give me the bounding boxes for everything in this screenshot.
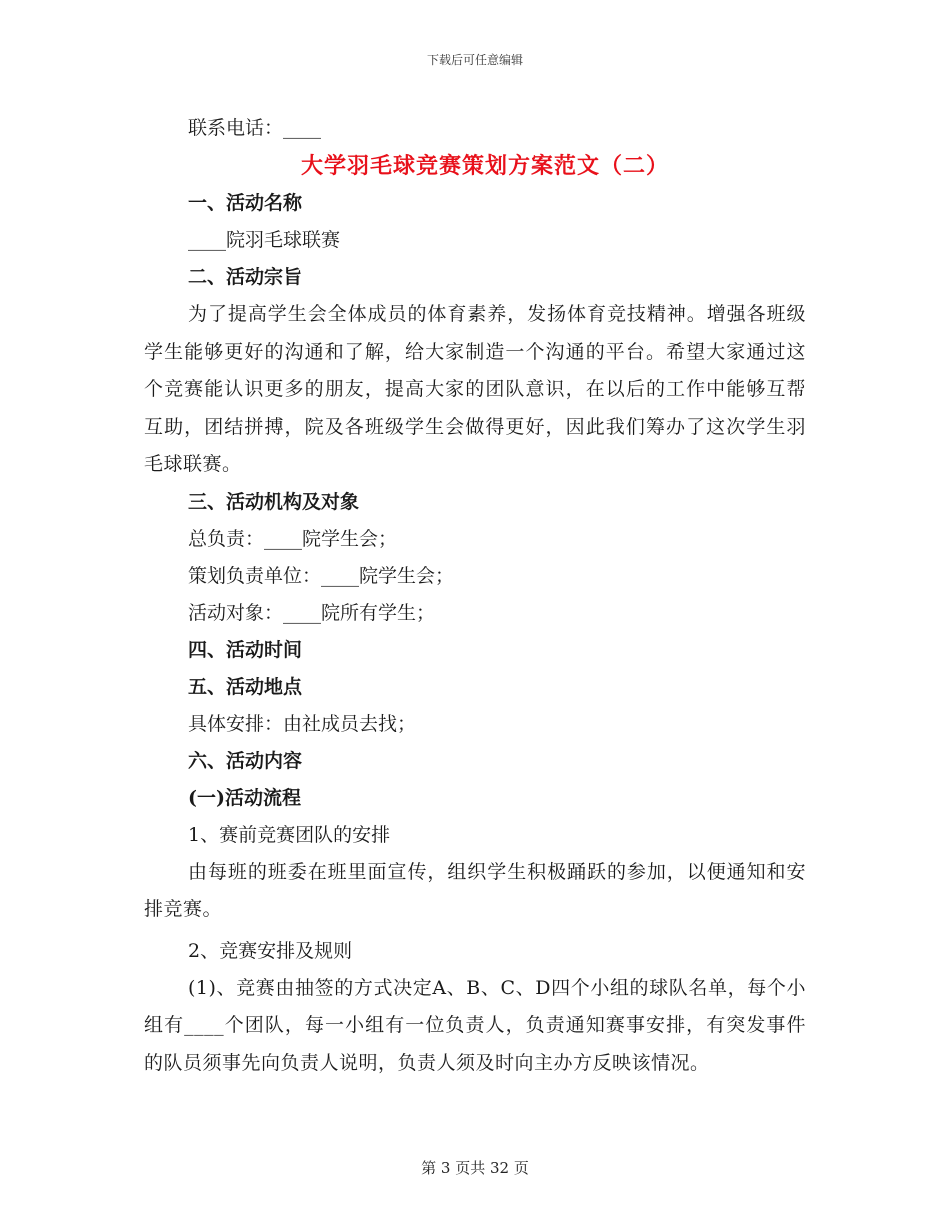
section-heading-time: 四、活动时间 [188,638,303,661]
process-item-1: 1、赛前竞赛团队的安排 [188,823,391,846]
process-item-2: 2、竞赛安排及规则 [188,939,353,962]
org-planning-unit: 策划负责单位：____院学生会； [188,564,455,587]
section-heading-organization: 三、活动机构及对象 [188,490,360,513]
contact-line [144,110,806,147]
contact-label: 联系电话： [188,117,284,139]
rule-1-paragraph: (1)、竞赛由抽签的方式决定A、B、C、D四个小组的球队名单，每个小组有____个团队，每一小组有一位负责人，负责通知赛事安排，有突发事件的队员须事先向负责人说明，负责人须及时向主办方反映该情况。 [144,976,806,1074]
section-heading-location: 五、活动地点 [188,675,303,698]
subsection-heading-process: (一)活动流程 [188,786,301,809]
activity-name: ____院羽毛球联赛 [188,229,341,251]
document-body [144,110,806,1082]
page-footer: 第 3 页共 32 页 [421,1159,529,1177]
process-item-1-paragraph: 由每班的班委在班里面宣传，组织学生积极踊跃的参加，以便通知和安排竞赛。 [144,860,806,920]
section-heading-purpose: 二、活动宗旨 [188,266,303,288]
section-heading-content: 六、活动内容 [188,749,303,772]
contact-blank: ____ [283,117,322,139]
location-arrangement: 具体安排：由社成员去找； [188,712,417,735]
purpose-paragraph: 为了提高学生会全体成员的体育素养，发扬体育竞技精神。增强各班级学生能够更好的沟通和了解，给大家制造一个沟通的平台。希望大家通过这个竞赛能认识更多的朋友，提高大家的团队意识，在以后的工作中能够互帮互助，团结拼搏，院及各班级学生会做得更好，因此我们筹办了这次学生羽毛球联赛。 [144,303,806,475]
org-general-lead: 总负责：____院学生会； [188,527,398,550]
document-title: 大学羽毛球竞赛策划方案范文（二） [300,153,669,179]
org-target-audience: 活动对象：____院所有学生； [188,601,436,624]
page-header: 下载后可任意编辑 [426,53,523,67]
section-heading-name: 一、活动名称 [188,192,303,214]
